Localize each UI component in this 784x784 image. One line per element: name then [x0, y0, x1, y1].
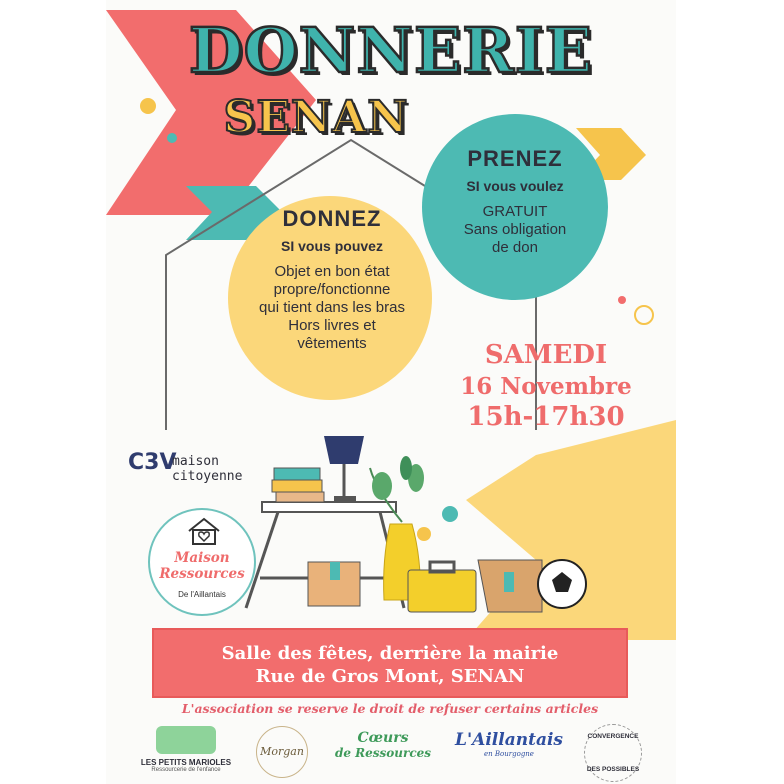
maison-ressources-logo	[148, 508, 256, 616]
maison-ressources-text	[150, 550, 254, 582]
take-heading: PRENEZ	[467, 146, 563, 171]
maison-ressources-line1: Maison	[174, 550, 230, 566]
give-line-1: Objet en bon état	[274, 263, 390, 280]
event-subtitle: SENAN	[223, 92, 409, 143]
maison-citoyenne-logo	[172, 454, 242, 484]
partner-petits-marioles	[136, 726, 236, 773]
aillantais-line2: en Bourgogne	[484, 750, 534, 758]
convergence-line1: CONVERGENCE	[587, 733, 639, 740]
take-line-1: GRATUIT	[482, 203, 548, 220]
take-block	[422, 146, 608, 257]
take-line-2: Sans obligation	[463, 221, 567, 238]
address-line-1: Salle des fêtes, derrière la mairie	[221, 643, 559, 664]
maison-citoyenne-line1: maison	[172, 454, 219, 469]
maison-citoyenne-mark: C3V	[128, 450, 177, 475]
aillantais-line1: L'Aillantais	[455, 730, 563, 750]
yellow-dot	[140, 98, 156, 114]
event-time: 15h-17h30	[467, 402, 625, 432]
partner-logos	[106, 722, 676, 784]
give-subheading: SI vous pouvez	[281, 238, 383, 254]
yellow-dot-2	[417, 527, 431, 541]
marioles-icon	[156, 726, 216, 754]
partner-morgan	[252, 726, 312, 778]
event-date-block	[438, 340, 654, 433]
event-day: SAMEDI	[484, 340, 608, 370]
morgan-logo: Morgan	[256, 726, 308, 778]
take-line-3: de don	[492, 239, 538, 256]
convergence-line2: DES POSSIBLES	[586, 766, 640, 773]
marioles-tagline: Ressourcerie de l'enfance	[151, 767, 221, 773]
marioles-name: LES PETITS MARIOLES	[140, 758, 232, 767]
coeurs-line1: Cœurs	[357, 730, 409, 746]
convergence-logo	[584, 724, 642, 782]
teal-dot	[167, 133, 177, 143]
partner-convergence	[580, 724, 646, 782]
maison-ressources-line3: De l'Aillantais	[178, 590, 226, 599]
give-line-5: vêtements	[297, 335, 367, 352]
house-heart-icon	[186, 516, 222, 546]
address-box	[152, 628, 628, 698]
give-line-4: Hors livres et	[288, 317, 376, 334]
give-block	[234, 206, 430, 353]
ring-dot	[635, 306, 653, 324]
address-line-2: Rue de Gros Mont, SENAN	[255, 666, 525, 687]
take-subheading: SI vous voulez	[466, 178, 564, 194]
event-title: DONNERIE	[188, 14, 594, 87]
maison-citoyenne-line2: citoyenne	[172, 469, 243, 484]
disclaimer-text: L'association se reserve le droit de refuser certains articles	[181, 701, 599, 716]
coeurs-line2: de Ressources	[334, 746, 432, 760]
give-heading: DONNEZ	[282, 206, 382, 231]
teal-dot-2	[442, 506, 458, 522]
give-line-3: qui tient dans les bras	[259, 299, 405, 316]
coral-dot	[618, 296, 626, 304]
partner-coeurs-ressources	[328, 730, 438, 760]
partner-aillantais	[454, 730, 564, 758]
event-date: 16 Novembre	[460, 373, 632, 400]
maison-ressources-line2: Ressources	[159, 566, 245, 582]
give-line-2: propre/fonctionne	[273, 281, 391, 298]
event-poster	[106, 0, 676, 784]
